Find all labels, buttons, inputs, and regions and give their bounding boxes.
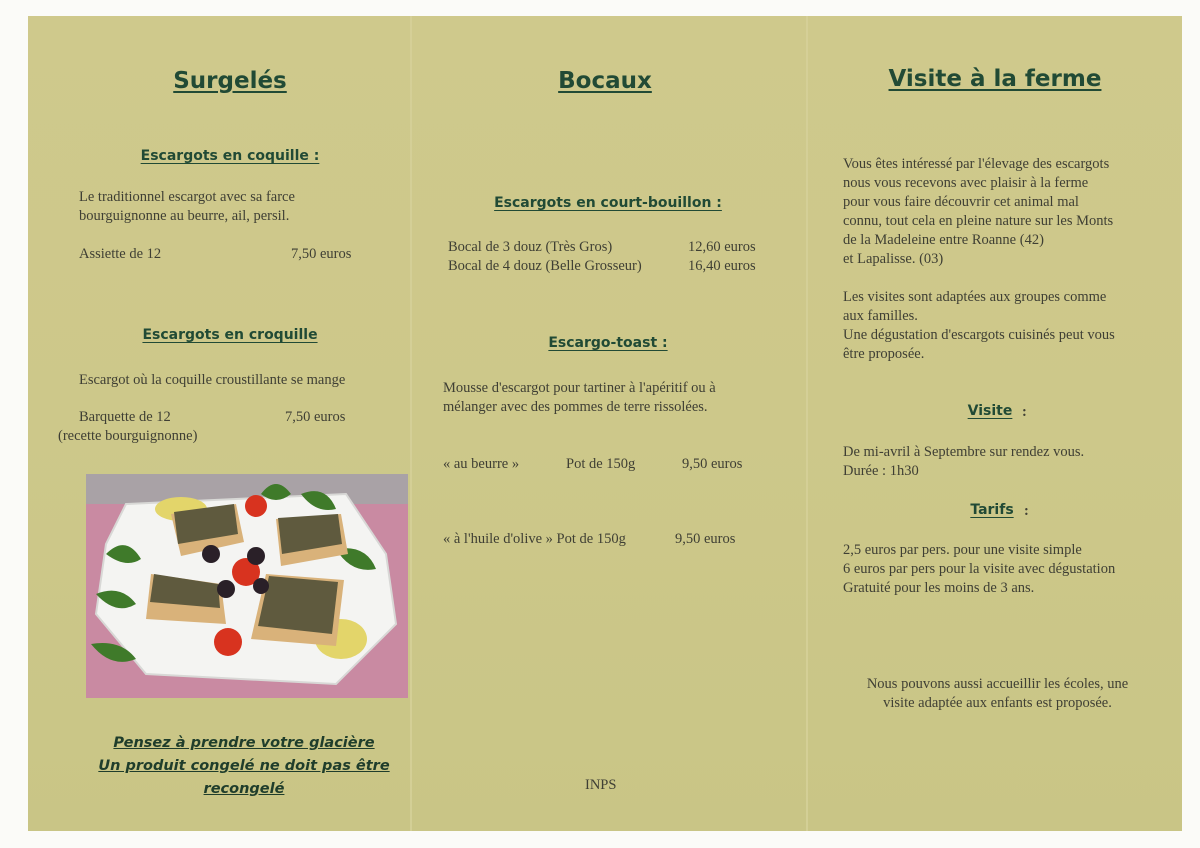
intro-line: de la Madeleine entre Roanne (42) xyxy=(843,232,1044,248)
croquille-desc: Escargot où la coquille croustillante se mange xyxy=(79,372,346,388)
freezer-note-line: Pensez à prendre votre glacière xyxy=(113,735,375,751)
bocal-price: 12,60 euros xyxy=(688,239,756,255)
fold-line xyxy=(806,16,808,831)
croquille-sub: (recette bourguignonne) xyxy=(58,428,198,444)
intro-line: connu, tout cela en pleine nature sur les Monts xyxy=(843,213,1114,229)
toast-desc-line: mélanger avec des pommes de terre rissolées. xyxy=(443,399,708,415)
toast-size: Pot de 150g xyxy=(566,456,636,472)
bocal-item: Bocal de 3 douz (Très Gros) xyxy=(448,239,613,255)
footer-code: INPS xyxy=(585,777,617,793)
coquille-desc-line: Le traditionnel escargot avec sa farce xyxy=(79,189,295,205)
visite-text-line: De mi-avril à Septembre sur rendez vous. xyxy=(843,444,1085,460)
freezer-note-line: Un produit congelé ne doit pas être xyxy=(98,758,390,774)
coquille-item: Assiette de 12 xyxy=(79,246,162,262)
tarif-line: Gratuité pour les moins de 3 ans. xyxy=(843,580,1035,596)
croquille-price: 7,50 euros xyxy=(285,409,346,425)
toast-item: « au beurre » xyxy=(443,456,520,472)
toast-price: 9,50 euros xyxy=(675,531,736,547)
court-bouillon-heading: Escargots en court-bouillon : xyxy=(494,195,722,211)
tarif-line: 2,5 euros par pers. pour une visite simple xyxy=(843,542,1082,558)
intro-line: Vous êtes intéressé par l'élevage des escargots xyxy=(843,156,1110,172)
coquille-desc-line: bourguignonne au beurre, ail, persil. xyxy=(79,208,290,224)
bocaux-title: Bocaux xyxy=(558,68,652,94)
visite-heading: Visite xyxy=(967,403,1013,419)
schools-line: Nous pouvons aussi accueillir les écoles, une xyxy=(866,676,1129,692)
tarifs-colon: : xyxy=(1024,503,1029,519)
escargot-toast-photo xyxy=(86,474,408,698)
croquille-heading: Escargots en croquille xyxy=(142,327,318,343)
intro-line: pour vous faire découvrir cet animal mal xyxy=(843,194,1079,210)
tarif-line: 6 euros par pers pour la visite avec dégustation xyxy=(843,561,1116,577)
visits-line: Une dégustation d'escargots cuisinés peut vous xyxy=(843,327,1115,343)
toast-desc-line: Mousse d'escargot pour tartiner à l'apéritif ou à xyxy=(443,380,716,396)
bocal-item: Bocal de 4 douz (Belle Grosseur) xyxy=(448,258,642,274)
schools-line: visite adaptée aux enfants est proposée. xyxy=(883,695,1112,711)
toast-price: 9,50 euros xyxy=(682,456,743,472)
fold-line xyxy=(410,16,412,831)
freezer-note-line: recongelé xyxy=(203,781,285,797)
visite-text-line: Durée : 1h30 xyxy=(843,463,919,479)
surgeles-title: Surgelés xyxy=(173,68,287,94)
toast-item: « à l'huile d'olive » Pot de 150g xyxy=(443,531,626,547)
coquille-heading: Escargots en coquille : xyxy=(140,148,320,164)
escargo-toast-heading: Escargo-toast : xyxy=(548,335,668,351)
tarifs-heading: Tarifs xyxy=(970,502,1014,518)
visits-line: aux familles. xyxy=(843,308,918,324)
bocal-price: 16,40 euros xyxy=(688,258,756,274)
visits-line: être proposée. xyxy=(843,346,925,362)
intro-line: et Lapalisse. (03) xyxy=(843,251,944,267)
intro-line: nous vous recevons avec plaisir à la ferme xyxy=(843,175,1089,191)
visits-line: Les visites sont adaptées aux groupes comme xyxy=(843,289,1107,305)
coquille-price: 7,50 euros xyxy=(291,246,352,262)
croquille-item: Barquette de 12 xyxy=(79,409,171,425)
visite-ferme-title: Visite à la ferme xyxy=(888,66,1102,92)
visite-colon: : xyxy=(1022,404,1027,420)
